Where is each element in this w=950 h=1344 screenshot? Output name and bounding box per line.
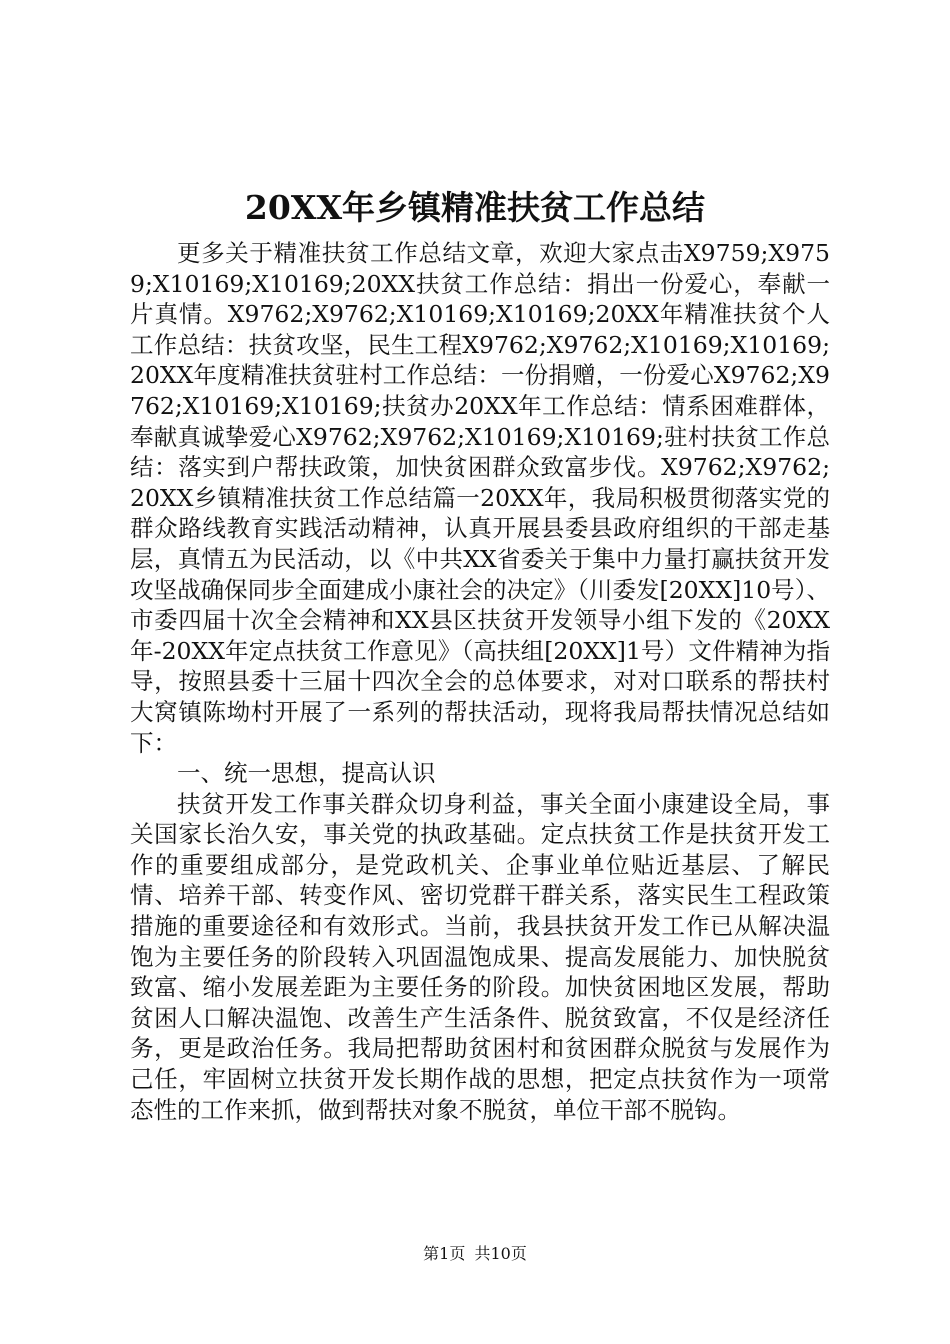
paragraph-section-1: 扶贫开发工作事关群众切身利益，事关全面小康建设全局，事关国家长治久安，事关党的执政基础。定点扶贫工作是扶贫开发工作的重要组成部分，是党政机关、企事业单位贴近基层、了解民情、培养干部、转变作风、密切党群干群关系，落实民生工程政策措施的重要途径和有效形式。当前，我县扶贫开发工作已从解决温饱为主要任务的阶段转入巩固温饱成果、提高发展能力、加快脱贫致富、缩小发展差距为主要任务的阶段。加快贫困地区发展，帮助贫困人口解决温饱、改善生产生活条件、脱贫致富，不仅是经济任务，更是政治任务。我局把帮助贫困村和贫困群众脱贫与发展作为己任，牢固树立扶贫开发长期作战的思想，把定点扶贫作为一项常态性的工作来抓，做到帮扶对象不脱贫，单位干部不脱钩。	[130, 789, 830, 1124]
page-footer	[0, 1243, 950, 1265]
section-heading: 一、统一思想，提高认识	[177, 759, 436, 788]
page-total: 共10页	[474, 1244, 527, 1263]
page-number: 第1页	[423, 1244, 466, 1263]
document-body	[130, 238, 830, 1125]
document-title: 20XX年乡镇精准扶贫工作总结	[244, 188, 706, 227]
paragraph-intro: 更多关于精准扶贫工作总结文章，欢迎大家点击X9759;X9759;X10169;X10169;20XX扶贫工作总结：捐出一份爱心，奉献一片真情。X9762;X9762;X10169;X10169;20XX年精准扶贫个人工作总结：扶贫攻坚，民生工程X9762;X9762;X10169;X10169;20XX年度精准扶贫驻村工作总结：一份捐赠，一份爱心X9762;X9762;X10169;X10169;扶贫办20XX年工作总结：情系困难群体，奉献真诚挚爱心X9762;X9762;X10169;X10169;驻村扶贫工作总结：落实到户帮扶政策，加快贫困群众致富步伐。X9762;X9762;20XX乡镇精准扶贫工作总结篇一20XX年，我局积极贯彻落实党的群众路线教育实践活动精神，认真开展县委县政府组织的干部走基层，真情五为民活动，以《中共XX省委关于集中力量打赢扶贫开发攻坚战确保同步全面建成小康社会的决定》（川委发[20XX]10号）、市委四届十次全会精神和XX县区扶贫开发领导小组下发的《20XX年-20XX年定点扶贫工作意见》（高扶组[20XX]1号）文件精神为指导，按照县委十三届十四次全会的总体要求，对对口联系的帮扶村大窝镇陈坳村开展了一系列的帮扶活动，现将我局帮扶情况总结如下：	[130, 239, 830, 757]
